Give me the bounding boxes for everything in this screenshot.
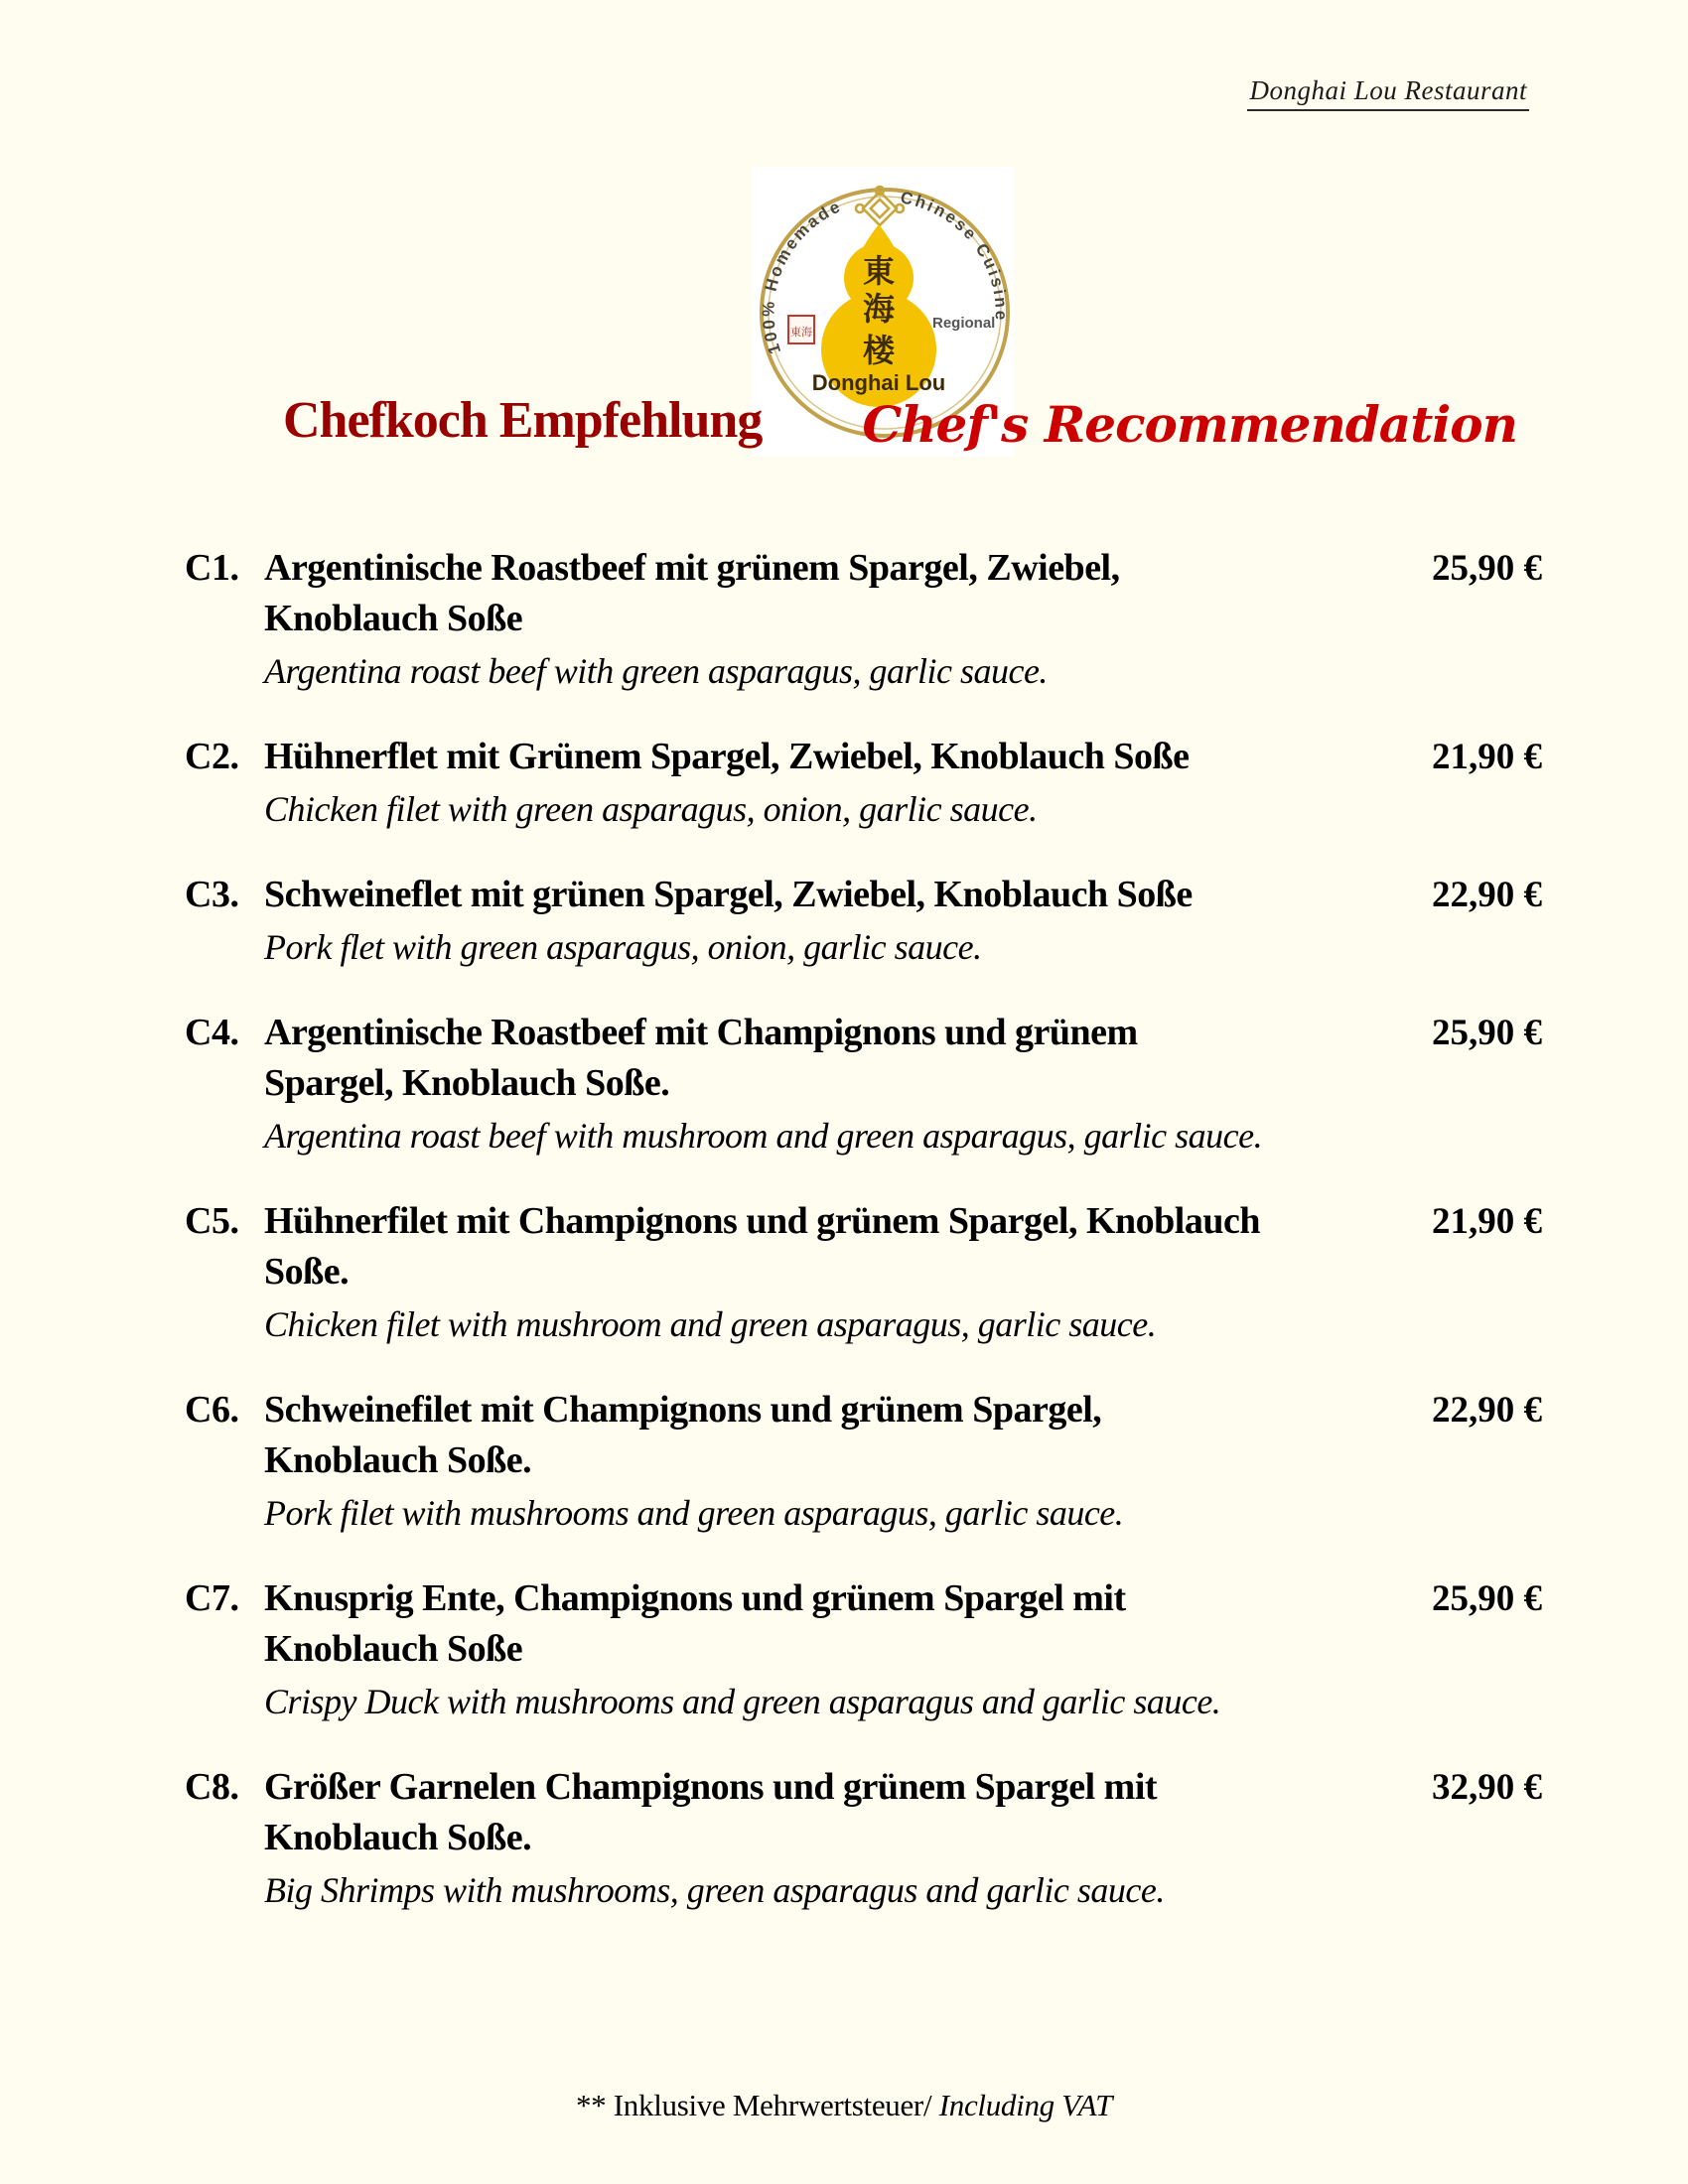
menu-item-main xyxy=(185,732,1358,834)
logo-arc-right-label: Chinese Cuisine xyxy=(899,188,1011,324)
heading-german: Chefkoch Empfehlung xyxy=(283,392,763,449)
item-number: C1. xyxy=(185,547,239,589)
menu-item xyxy=(185,732,1542,834)
item-description: Chicken filet with green asparagus, onion, garlic sauce. xyxy=(264,789,1038,829)
restaurant-name-header: Donghai Lou Restaurant xyxy=(1247,75,1529,111)
svg-text:楼: 楼 xyxy=(862,332,896,369)
svg-text:東海: 東海 xyxy=(790,326,812,339)
menu-item xyxy=(185,870,1542,972)
item-number: C2. xyxy=(185,736,239,777)
item-number: C7. xyxy=(185,1577,239,1619)
heading-english: Chef's Recommendation xyxy=(862,395,1517,454)
item-number: C5. xyxy=(185,1200,239,1242)
item-title: Knusprig Ente, Champignons und grünem Spargel mit Knoblauch Soße xyxy=(264,1577,1126,1670)
menu-item-main xyxy=(185,1573,1358,1726)
item-description: Argentina roast beef with mushroom and green asparagus, garlic sauce. xyxy=(264,1116,1263,1156)
item-description: Pork flet with green asparagus, onion, garlic sauce. xyxy=(264,927,982,967)
item-price: 32,90 € xyxy=(1432,1767,1542,1808)
item-description: Crispy Duck with mushrooms and green asparagus and garlic sauce. xyxy=(264,1682,1221,1721)
item-title: Schweinefilet mit Champignons und grünem Spargel, Knoblauch Soße. xyxy=(264,1389,1102,1481)
menu-item xyxy=(185,1008,1542,1160)
item-price: 21,90 € xyxy=(1432,1201,1542,1242)
vat-note-german: ** Inklusive Mehrwertsteuer/ xyxy=(575,2088,932,2122)
vat-note-english: Including VAT xyxy=(931,2088,1113,2122)
item-price: 22,90 € xyxy=(1432,1390,1542,1431)
menu-item xyxy=(185,1762,1542,1915)
item-price: 25,90 € xyxy=(1432,1578,1542,1619)
menu-item xyxy=(185,1196,1542,1349)
item-number: C8. xyxy=(185,1766,239,1808)
logo-arc-left-label: 100% Homemade xyxy=(759,196,845,356)
logo-regional-label: Regional xyxy=(932,315,996,332)
seal-icon xyxy=(788,316,814,343)
item-description: Big Shrimps with mushrooms, green asparagus and garlic sauce. xyxy=(264,1870,1165,1910)
menu-item xyxy=(185,1385,1542,1538)
item-description: Chicken filet with mushroom and green asparagus, garlic sauce. xyxy=(264,1304,1157,1344)
menu-item-main xyxy=(185,543,1358,696)
item-description: Pork filet with mushrooms and green asparagus, garlic sauce. xyxy=(264,1493,1124,1533)
item-number: C6. xyxy=(185,1389,239,1431)
item-price: 25,90 € xyxy=(1432,548,1542,589)
menu-item-main xyxy=(185,1762,1358,1915)
menu-item-main xyxy=(185,1196,1358,1349)
item-title: Hühnerfilet mit Champignons und grünem Spargel, Knoblauch Soße. xyxy=(264,1200,1260,1293)
menu-item-main xyxy=(185,870,1358,972)
menu-item-main xyxy=(185,1008,1358,1160)
svg-text:海: 海 xyxy=(862,290,896,328)
item-title: Größer Garnelen Champignons und grünem Spargel mit Knoblauch Soße. xyxy=(264,1766,1158,1858)
logo-chinese-name xyxy=(863,252,896,369)
logo-wordmark: Donghai Lou xyxy=(811,370,946,395)
svg-text:東: 東 xyxy=(862,252,896,290)
menu-list xyxy=(185,543,1542,1951)
item-title: Argentinische Roastbeef mit grünem Spargel, Zwiebel, Knoblauch Soße xyxy=(264,547,1120,639)
item-price: 25,90 € xyxy=(1432,1013,1542,1053)
item-number: C3. xyxy=(185,874,239,915)
vat-note xyxy=(0,2088,1688,2123)
menu-item-main xyxy=(185,1385,1358,1538)
item-title: Argentinische Roastbeef mit Champignons und grünem Spargel, Knoblauch Soße. xyxy=(264,1012,1138,1104)
item-price: 22,90 € xyxy=(1432,875,1542,915)
item-price: 21,90 € xyxy=(1432,737,1542,777)
item-description: Argentina roast beef with green asparagus, garlic sauce. xyxy=(264,651,1048,691)
menu-item xyxy=(185,543,1542,696)
item-title: Hühnerflet mit Grünem Spargel, Zwiebel, Knoblauch Soße xyxy=(264,736,1190,777)
item-title: Schweineflet mit grünen Spargel, Zwiebel, Knoblauch Soße xyxy=(264,874,1193,915)
menu-item xyxy=(185,1573,1542,1726)
item-number: C4. xyxy=(185,1012,239,1053)
